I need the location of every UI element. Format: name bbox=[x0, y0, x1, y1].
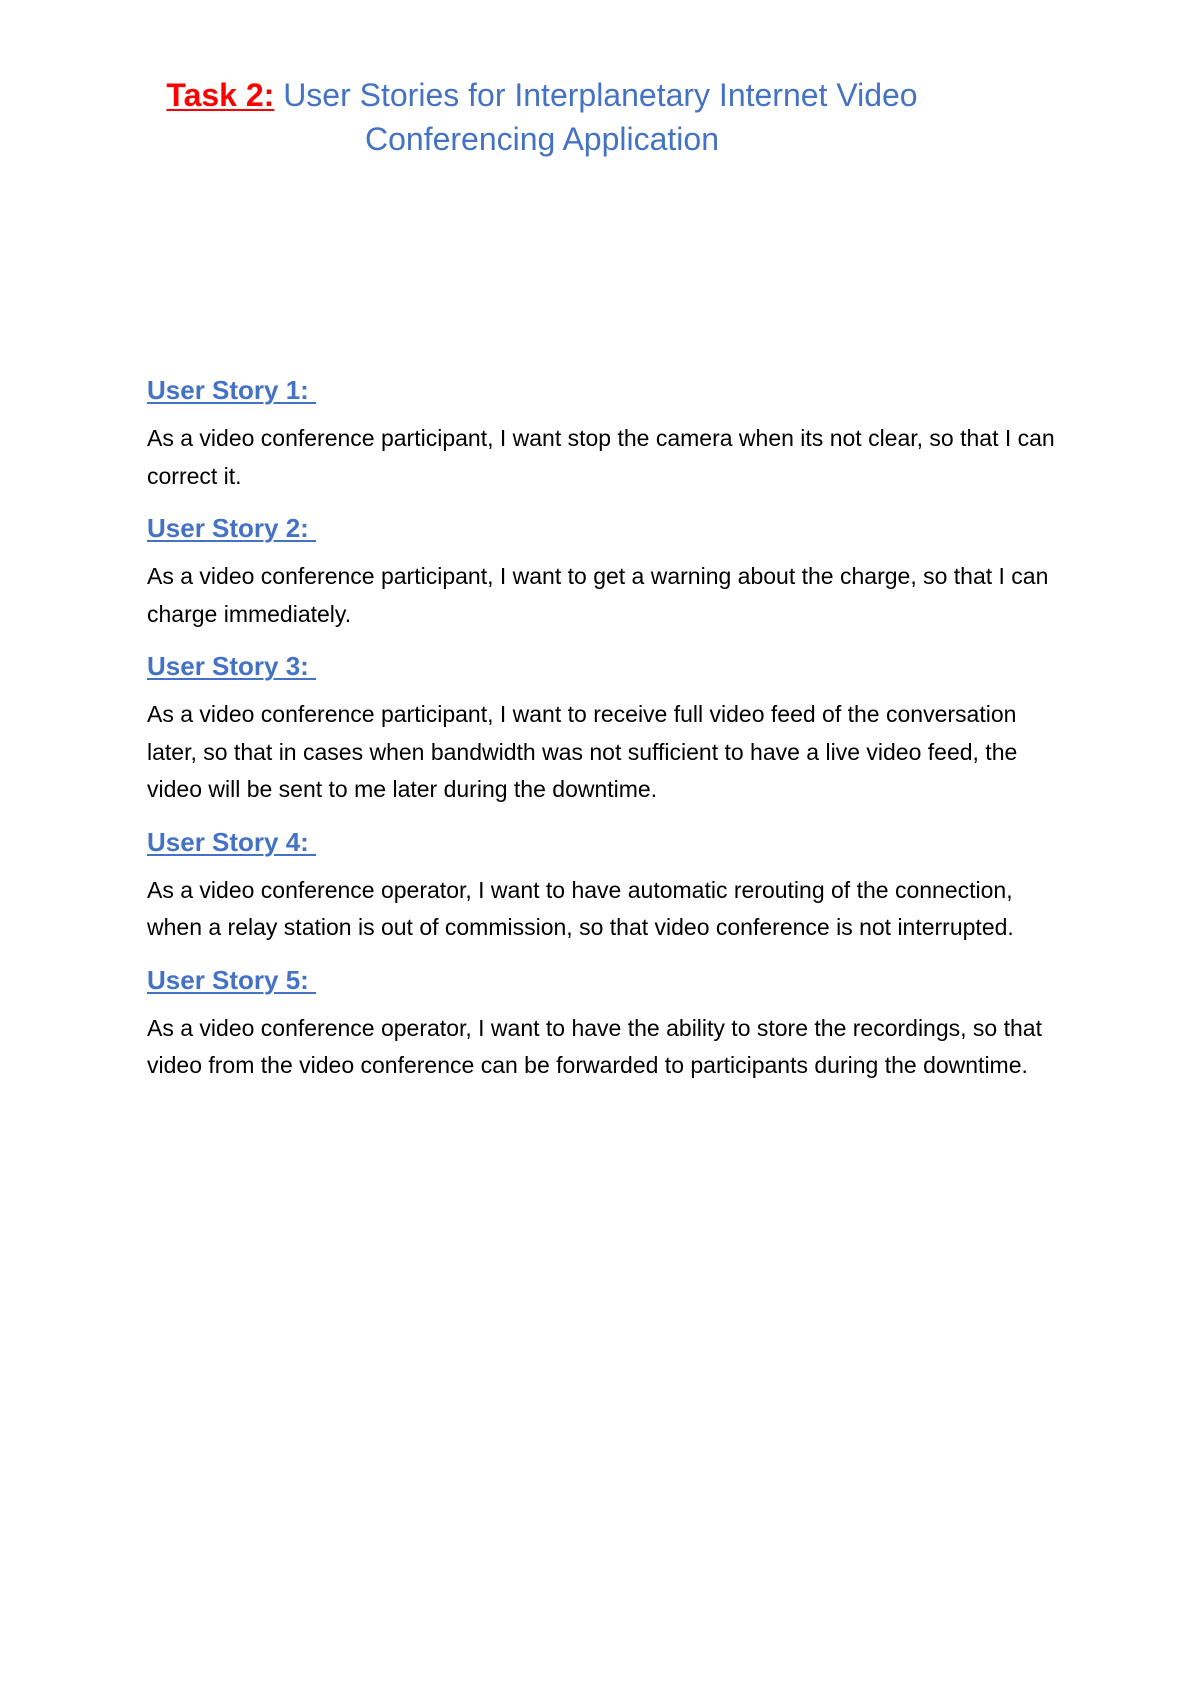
story-text: As a video conference participant, I want to get a warning about the charge, so that I can charge immediately. bbox=[147, 563, 1049, 627]
title-text: User Stories for Interplanetary Internet Video Conferencing Application bbox=[274, 77, 918, 157]
story-text: As a video conference operator, I want to have automatic rerouting of the connection, when a relay station is out of commission, so that video conference is not interrupted. bbox=[147, 876, 1014, 940]
story-heading: User Story 5: bbox=[147, 964, 317, 995]
story-text: As a video conference participant, I want to receive full video feed of the conversation later, so that in cases when bandwidth was not sufficient to have a live video feed, the video will be sent to me later during the downtime. bbox=[147, 701, 1018, 802]
user-story-4 bbox=[147, 824, 1067, 947]
user-story-1 bbox=[147, 372, 1067, 495]
story-heading: User Story 3: bbox=[147, 651, 317, 681]
story-text: As a video conference participant, I want stop the camera when its not clear, so that I can correct it. bbox=[147, 425, 1055, 489]
user-story-2 bbox=[147, 510, 1067, 633]
user-story-5 bbox=[147, 962, 1067, 1085]
page-title bbox=[147, 73, 937, 161]
user-story-3 bbox=[147, 648, 1067, 809]
story-heading: User Story 4: bbox=[147, 826, 317, 857]
task-label: Task 2: bbox=[166, 77, 275, 113]
story-text: As a video conference operator, I want to have the ability to store the recordings, so that video from the video conference can be forwarded to participants during the downtime. bbox=[147, 1014, 1042, 1078]
story-heading: User Story 2: bbox=[147, 513, 317, 543]
story-heading: User Story 1: bbox=[147, 375, 317, 405]
user-stories-list bbox=[147, 372, 1067, 1100]
